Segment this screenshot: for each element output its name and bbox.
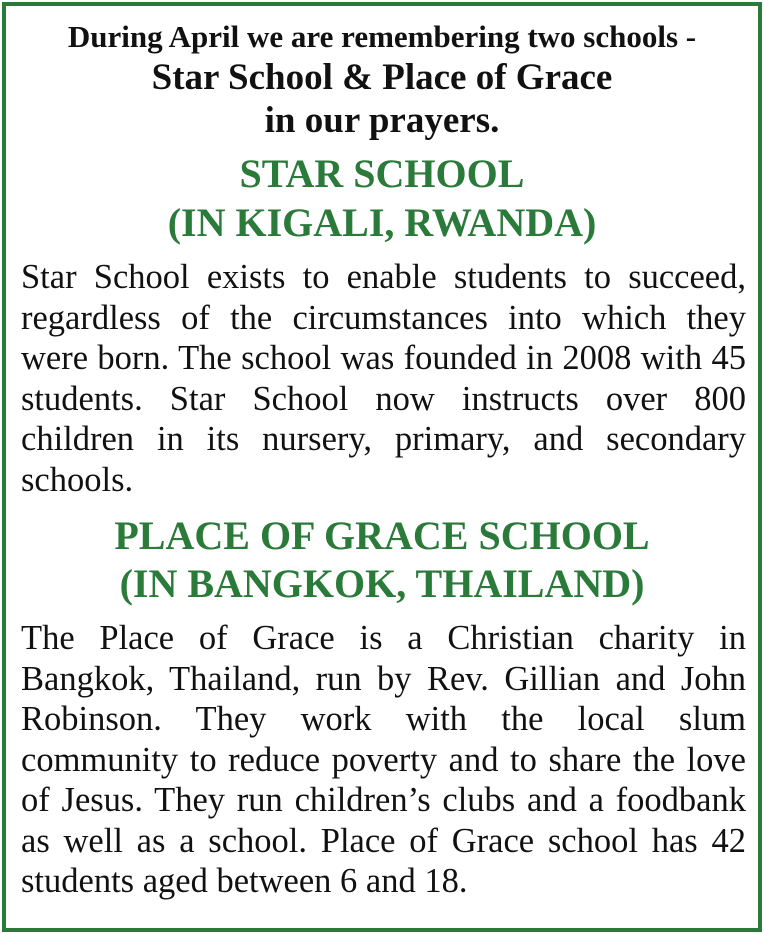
intro-line-2: Star School & Place of Grace: [151, 57, 613, 98]
star-school-paragraph: Star School exists to enable students to succeed, regardless of the circumstances into which they were born. The school was founded in 2008 with 45 students. Star School now instructs over 800 children in its nursery, primary, and secondary schools.: [21, 258, 746, 499]
place-of-grace-section: [6, 512, 758, 902]
intro-line-3: in our prayers.: [264, 100, 500, 141]
intro-block: [6, 18, 758, 142]
place-of-grace-heading: [6, 512, 758, 608]
star-school-section: [6, 149, 758, 500]
place-of-grace-heading-title: PLACE OF GRACE SCHOOL: [114, 513, 650, 558]
star-school-heading: [6, 149, 758, 247]
intro-line-1: During April we are remembering two schools -: [67, 19, 697, 54]
notice-frame: [2, 2, 762, 932]
star-school-heading-title: STAR SCHOOL: [239, 151, 525, 196]
place-of-grace-paragraph: The Place of Grace is a Christian charity in Bangkok, Thailand, run by Rev. Gillian and John Robinson. They work with the local slum community to reduce poverty and to share the love of Jesus. They run children’s clubs and a foodbank as well as a school. Place of Grace school has 42 students aged between 6 and 18.: [21, 619, 746, 900]
star-school-heading-location: (IN KIGALI, RWANDA): [167, 200, 597, 245]
place-of-grace-heading-location: (IN BANGKOK, THAILAND): [119, 561, 645, 606]
